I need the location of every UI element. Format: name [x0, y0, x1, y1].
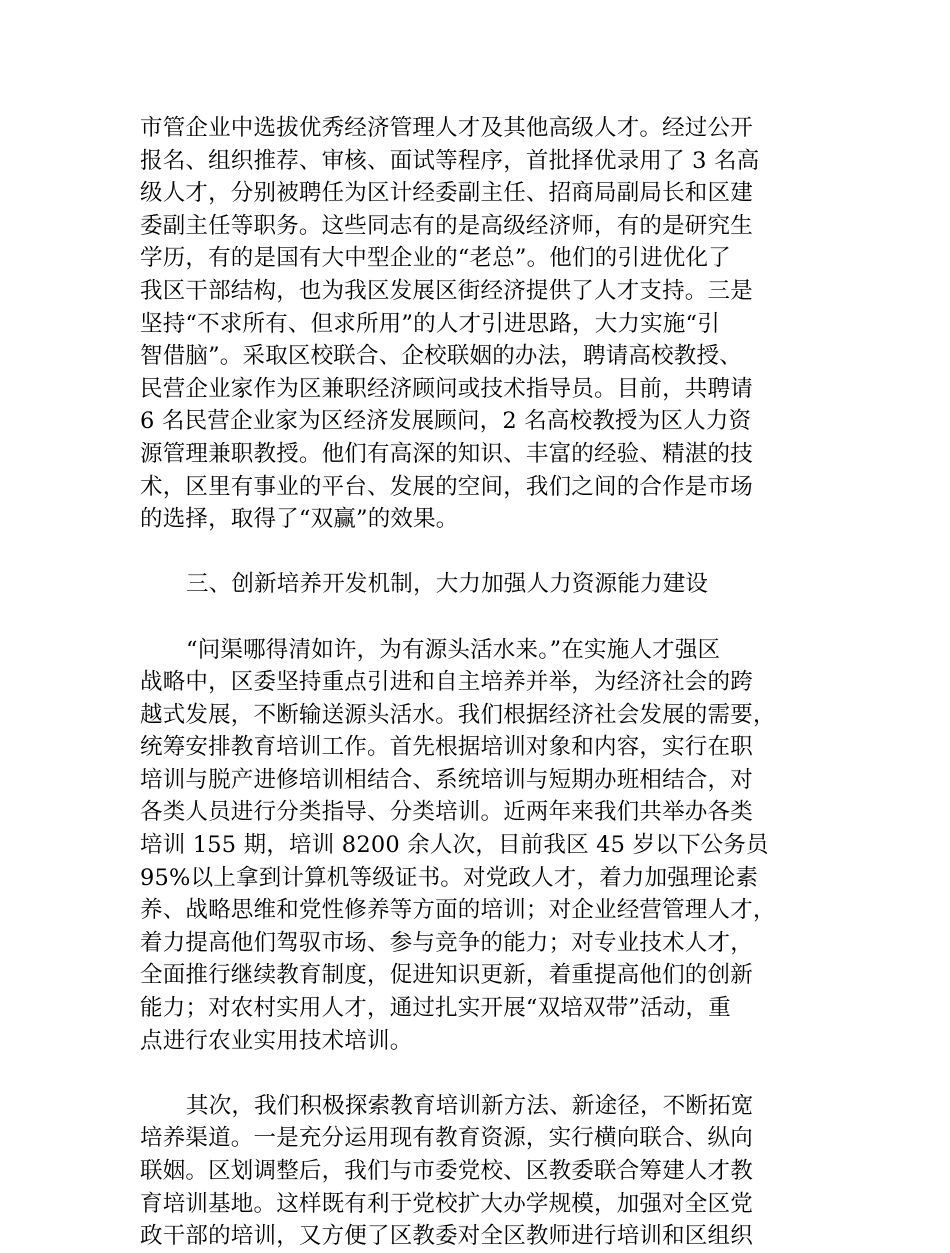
text-line: 民营企业家作为区兼职经济顾问或技术指导员。目前，共聘请 — [140, 375, 753, 402]
paragraph-spacer — [140, 536, 820, 569]
text-line: 培养渠道。一是充分运用现有教育资源，实行横向联合、纵向 — [140, 1125, 753, 1152]
text-line: 全面推行继续教育制度，促进知识更新，着重提高他们的创新 — [140, 962, 753, 989]
text-line: 战略中，区委坚持重点引进和自主培养并举，为经济社会的跨 — [140, 669, 753, 696]
text-line: 6 名民营企业家为区经济发展顾问，2 名高校教授为区人力资 — [140, 408, 752, 435]
text-line: 统筹安排教育培训工作。首先根据培训对象和内容，实行在职 — [140, 734, 753, 761]
paragraph — [140, 1090, 820, 1253]
text-line: 越式发展，不断输送源头活水。我们根据经济社会发展的需要， — [140, 701, 776, 728]
text-line: 养、战略思维和党性修养等方面的培训；对企业经营管理人才， — [140, 897, 776, 924]
text-line: 各类人员进行分类指导、分类培训。近两年来我们共举办各类 — [140, 799, 753, 826]
paragraph-spacer — [140, 601, 820, 634]
text-line: 其次，我们积极探索教育培训新方法、新途径，不断拓宽 — [186, 1092, 754, 1119]
text-line: 坚持“不求所有、但求所用”的人才引进思路，大力实施“引 — [140, 310, 720, 337]
text-line: 着力提高他们驾驭市场、参与竞争的能力；对专业技术人才， — [140, 929, 753, 956]
text-line: 报名、组织推荐、审核、面试等程序，首批择优录用了 3 名高 — [140, 147, 760, 174]
text-line: 联姻。区划调整后，我们与市委党校、区教委联合筹建人才教 — [140, 1158, 753, 1184]
paragraph — [140, 634, 820, 1058]
text-line: 我区干部结构，也为我区发展区街经济提供了人才支持。三是 — [140, 277, 753, 304]
heading-line: 三、创新培养开发机制，大力加强人力资源能力建设 — [186, 571, 709, 598]
text-line: “问渠哪得清如许，为有源头活水来。”在实施人才强区 — [186, 636, 721, 663]
text-line: 政干部的培训，又方便了区教委对全区教师进行培训和区组织 — [140, 1223, 753, 1250]
text-line: 培训与脱产进修培训相结合、系统培训与短期办班相结合，对 — [140, 766, 753, 793]
text-line: 委副主任等职务。这些同志有的是高级经济师，有的是研究生 — [140, 212, 753, 239]
text-line: 能力；对农村实用人才，通过扎实开展“双培双带”活动，重 — [140, 995, 731, 1022]
section-heading — [140, 568, 820, 601]
text-line: 培训 155 期，培训 8200 余人次，目前我区 45 岁以下公务员 — [140, 832, 769, 859]
text-line: 95%以上拿到计算机等级证书。对党政人才，着力加强理论素 — [140, 864, 759, 891]
paragraph-spacer — [140, 1057, 820, 1090]
text-line: 市管企业中选拔优秀经济管理人才及其他高级人才。经过公开 — [140, 115, 753, 141]
text-line: 育培训基地。这样既有利于党校扩大办学规模，加强对全区党 — [140, 1190, 753, 1217]
text-line: 级人才，分别被聘任为区计经委副主任、招商局副局长和区建 — [140, 180, 753, 207]
text-line: 点进行农业实用技术培训。 — [140, 1027, 413, 1054]
text-line: 源管理兼职教授。他们有高深的知识、丰富的经验、精湛的技 — [140, 440, 753, 467]
text-line: 的选择，取得了“双赢”的效果。 — [140, 506, 459, 533]
document-body — [140, 112, 820, 1253]
text-line: 智借脑”。采取区校联合、企校联姻的办法，聘请高校教授、 — [140, 343, 742, 370]
text-line: 学历，有的是国有大中型企业的“老总”。他们的引进优化了 — [140, 245, 731, 272]
paragraph-continuation — [140, 112, 820, 536]
text-line: 术，区里有事业的平台、发展的空间，我们之间的合作是市场 — [140, 473, 753, 500]
